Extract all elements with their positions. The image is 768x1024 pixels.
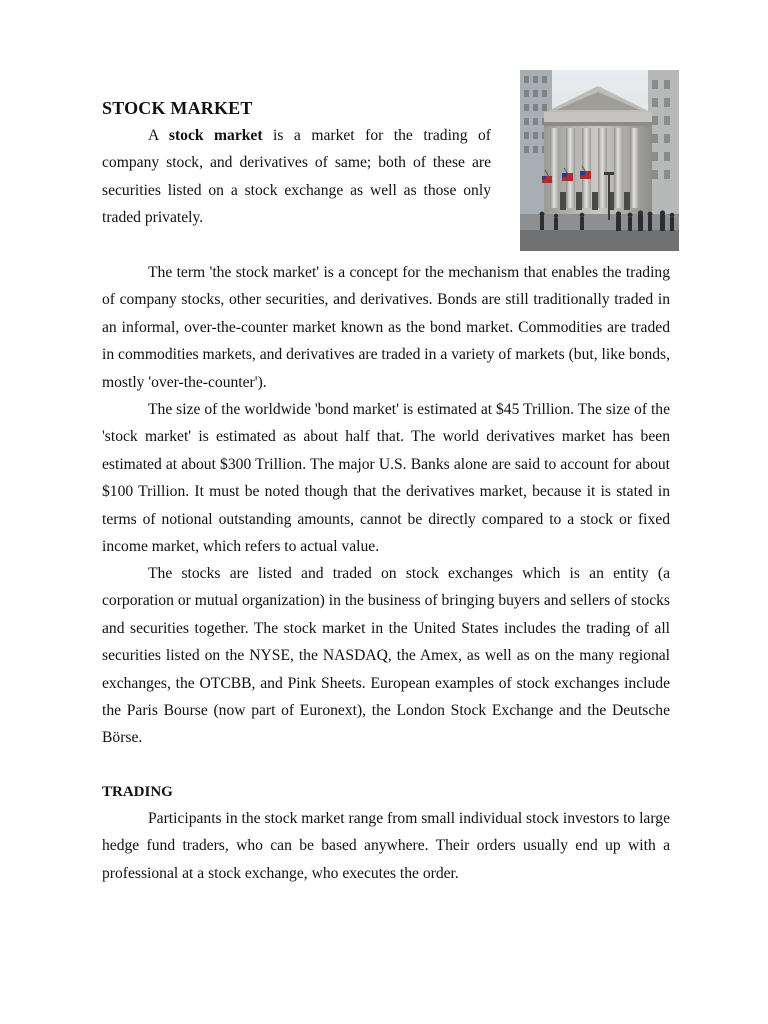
body-paragraph: The size of the worldwide 'bond market' is estimated at $45 Trillion. The size of the 'stock market' is estimated as about half that. The world derivatives market has been estimated at about $300 Trillion. The major U.S. Banks alone are said to account for about $100 Trillion. It must be noted though that the derivatives market, because it is stated in terms of notional outstanding amounts, cannot be directly compared to a stock or fixed income market, which refers to actual value. bbox=[102, 401, 670, 556]
trading-paragraph: Participants in the stock market range from small individual stock investors to large hedge fund traders, who can be based anywhere. Their orders usually end up with a professional at a stock exchange, who executes the order. bbox=[102, 810, 670, 882]
intro-paragraph bbox=[102, 122, 491, 232]
document-title: STOCK MARKET bbox=[102, 98, 253, 118]
stock-exchange-building-photo bbox=[520, 70, 679, 251]
intro-lead: A bbox=[148, 127, 169, 144]
section-heading-trading: TRADING bbox=[102, 784, 173, 800]
body-paragraph: The term 'the stock market' is a concept for the mechanism that enables the trading of company stocks, other securities, and derivatives. Bonds are still traditionally traded in an informal, over-the-counter market known as the bond market. Commodities are traded in commodities markets, and derivatives are traded in a variety of markets (but, like bonds, mostly 'over-the-counter'). bbox=[102, 264, 670, 391]
body-paragraph: The stocks are listed and traded on stock exchanges which is an entity (a corporation or mutual organization) in the business of bringing buyers and sellers of stocks and securities together. The stock market in the United States includes the trading of all securities listed on the NYSE, the NASDAQ, the Amex, as well as on the many regional exchanges, the OTCBB, and Pink Sheets. European examples of stock exchanges include the Paris Bourse (now part of Euronext), the London Stock Exchange and the Deutsche Börse. bbox=[102, 565, 670, 747]
intro-term: stock market bbox=[168, 127, 263, 144]
intro-rest: is a market for the trading of company stock, and derivatives of same; both of these are securities listed on a stock exchange as well as those only traded privately. bbox=[102, 127, 491, 227]
